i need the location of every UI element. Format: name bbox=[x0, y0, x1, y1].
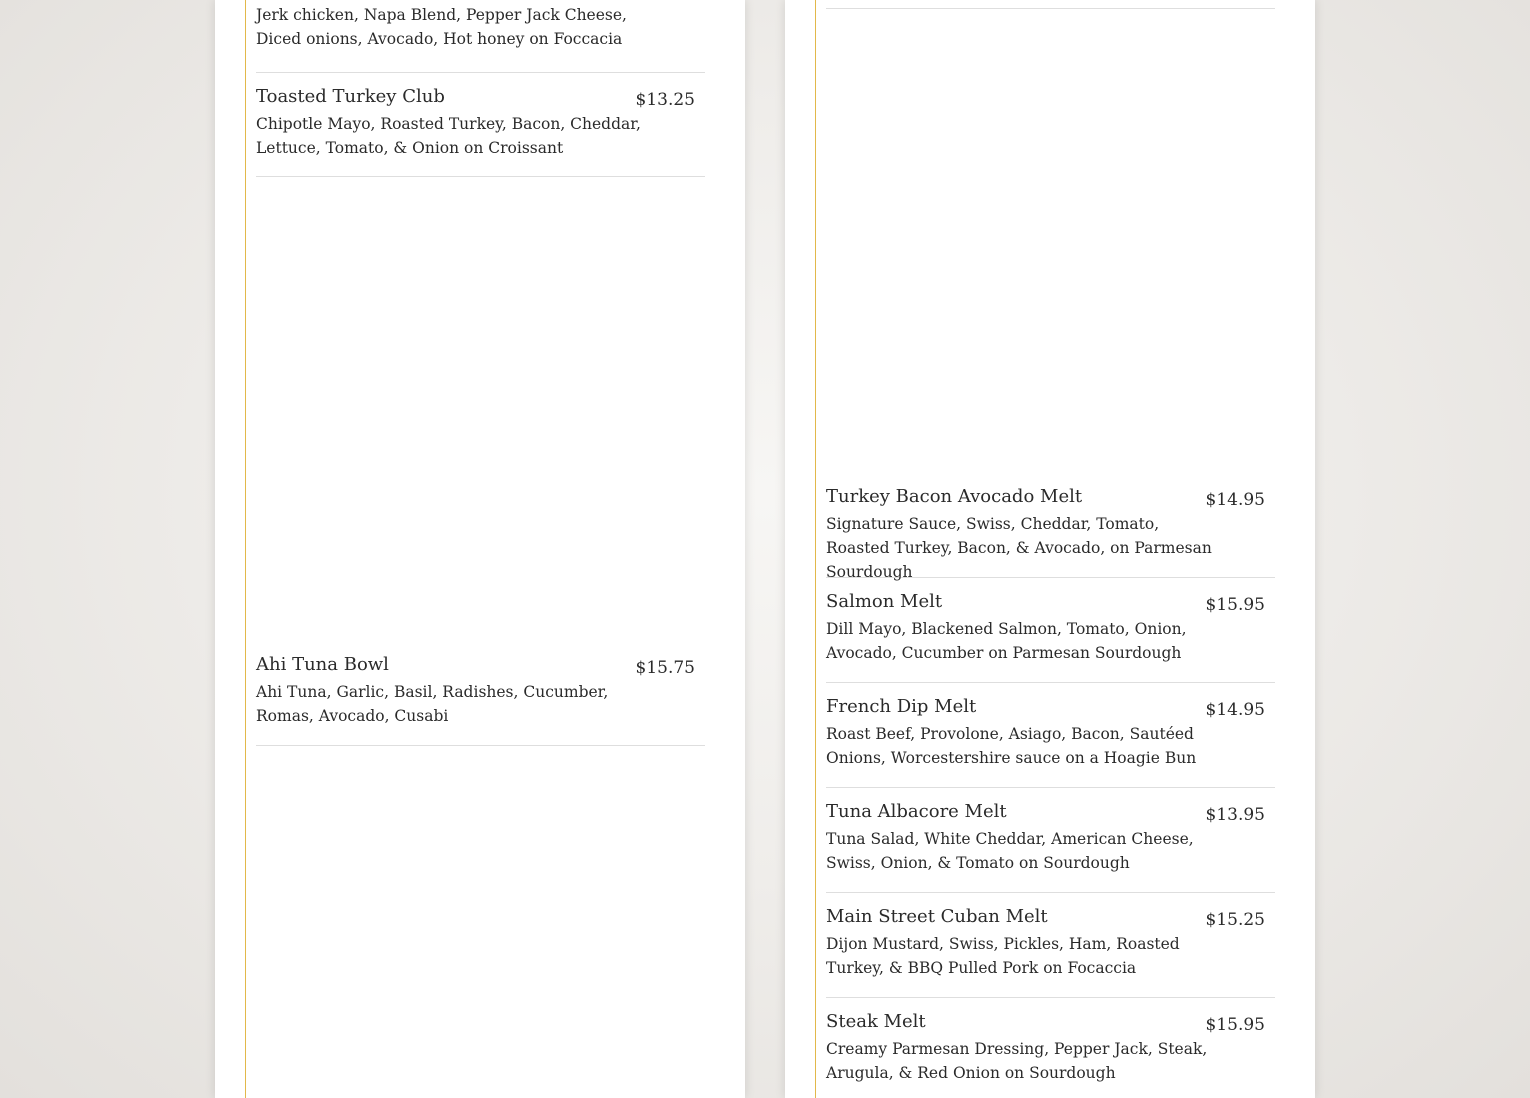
item-price: $14.95 bbox=[1205, 700, 1265, 720]
item-name: Ahi Tuna Bowl bbox=[256, 654, 389, 675]
item-description: Tuna Salad, White Cheddar, American Cheese, Swiss, Onion, & Tomato on Sourdough bbox=[826, 830, 1194, 872]
item-price: $13.95 bbox=[1205, 805, 1265, 825]
menu-item bbox=[826, 800, 1275, 893]
menu-item bbox=[826, 590, 1275, 683]
item-description: Signature Sauce, Swiss, Cheddar, Tomato, Roasted Turkey, Bacon, & Avocado, on Parmesan Sourdough bbox=[826, 515, 1212, 581]
item-name: Tuna Albacore Melt bbox=[826, 801, 1007, 822]
item-name: Toasted Turkey Club bbox=[256, 86, 445, 107]
item-name: Steak Melt bbox=[826, 1011, 926, 1032]
item-description: Ahi Tuna, Garlic, Basil, Radishes, Cucumber, Romas, Avocado, Cusabi bbox=[256, 683, 609, 725]
menu-panel-left bbox=[215, 0, 745, 1098]
accent-rule bbox=[245, 0, 246, 1098]
item-description: Dill Mayo, Blackened Salmon, Tomato, Onion, Avocado, Cucumber on Parmesan Sourdough bbox=[826, 620, 1187, 662]
menu-item bbox=[826, 905, 1275, 998]
menu-item bbox=[256, 0, 705, 73]
item-name: Turkey Bacon Avocado Melt bbox=[826, 486, 1083, 507]
item-description: Jerk chicken, Napa Blend, Pepper Jack Cheese, Diced onions, Avocado, Hot honey on Foccacia bbox=[256, 6, 627, 48]
item-name: Main Street Cuban Melt bbox=[826, 906, 1048, 927]
accent-rule bbox=[815, 0, 816, 1098]
menu-panel-right bbox=[785, 0, 1315, 1098]
menu-item bbox=[256, 85, 705, 177]
menu-item bbox=[826, 695, 1275, 788]
divider bbox=[826, 8, 1275, 9]
item-description: Roast Beef, Provolone, Asiago, Bacon, Sautéed Onions, Worcestershire sauce on a Hoagie Bun bbox=[826, 725, 1197, 767]
item-description: Chipotle Mayo, Roasted Turkey, Bacon, Cheddar, Lettuce, Tomato, & Onion on Croissant bbox=[256, 115, 641, 157]
item-description: Creamy Parmesan Dressing, Pepper Jack, Steak, Arugula, & Red Onion on Sourdough bbox=[826, 1040, 1208, 1082]
item-description: Dijon Mustard, Swiss, Pickles, Ham, Roasted Turkey, & BBQ Pulled Pork on Focaccia bbox=[826, 935, 1180, 977]
item-name: Salmon Melt bbox=[826, 591, 943, 612]
menu-item bbox=[826, 485, 1275, 581]
item-price: $13.25 bbox=[635, 90, 695, 110]
menu-item bbox=[826, 1010, 1275, 1098]
item-price: $15.95 bbox=[1205, 595, 1265, 615]
item-price: $15.95 bbox=[1205, 1015, 1265, 1035]
item-price: $14.95 bbox=[1205, 490, 1265, 510]
item-price: $15.25 bbox=[1205, 910, 1265, 930]
item-price: $15.75 bbox=[635, 658, 695, 678]
item-name: French Dip Melt bbox=[826, 696, 977, 717]
menu-item bbox=[256, 653, 705, 746]
